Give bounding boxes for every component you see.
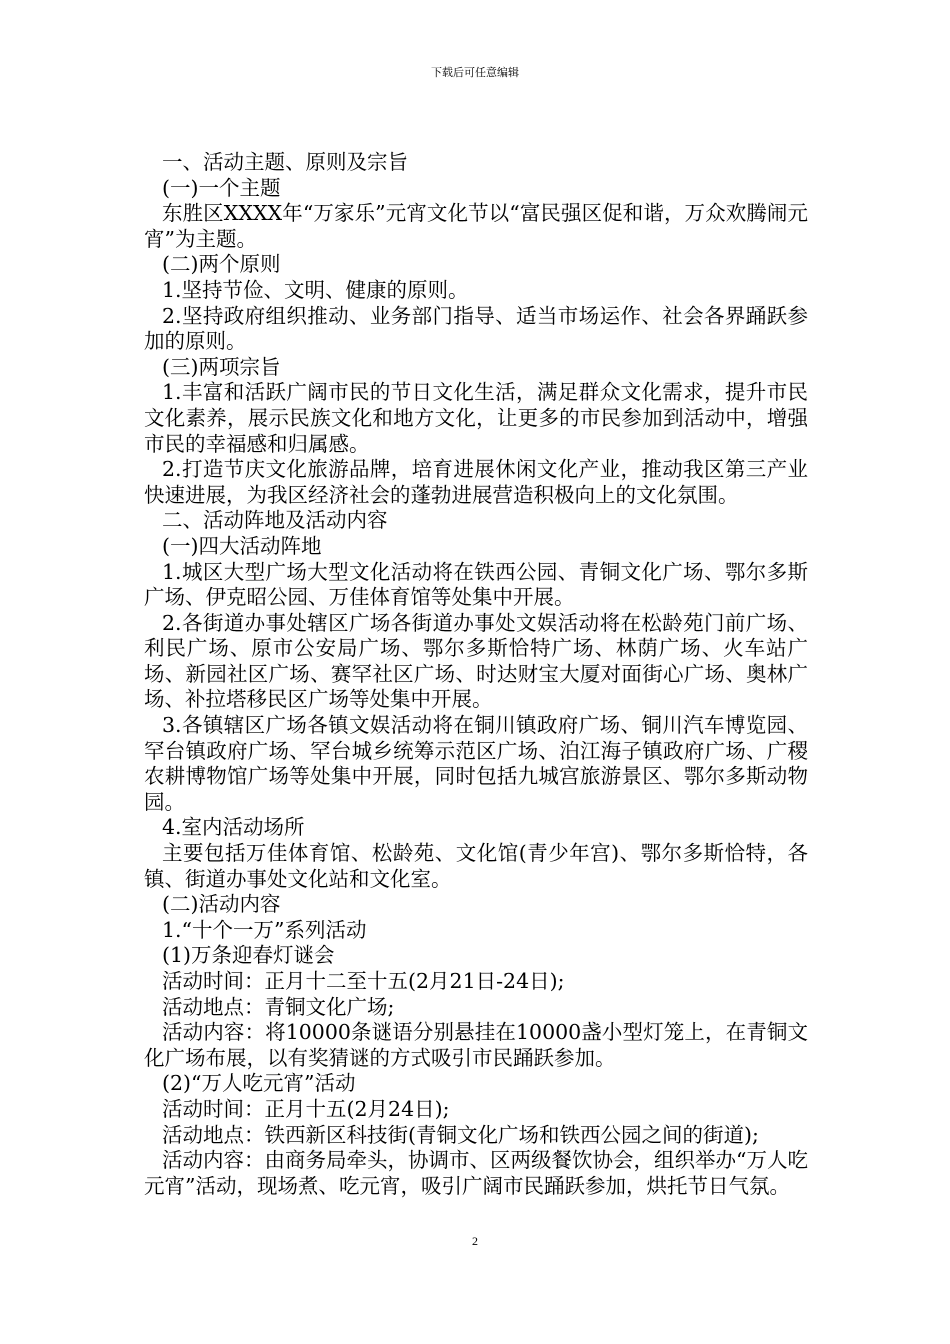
paragraph: 活动地点：铁西新区科技街(青铜文化广场和铁西公园之间的街道); (162, 1122, 759, 1147)
section-heading: 一、活动主题、原则及宗旨 (162, 150, 408, 174)
subsection-heading: (二)两个原则 (162, 252, 281, 277)
subsection-heading: (二)活动内容 (162, 892, 281, 917)
paragraph: 1.“十个一万”系列活动 (162, 917, 367, 942)
paragraph: 活动地点：青铜文化广场; (162, 994, 395, 1019)
paragraph: 东胜区XXXX年“万家乐”元宵文化节以“富民强区促和谐，万众欢腾闹元宵”为主题。 (144, 201, 808, 251)
paragraph: 2.各街道办事处辖区广场各街道办事处文娱活动将在松龄苑门前广场、利民广场、原市公安局广场、鄂尔多斯恰特广场、林荫广场、火车站广场、新园社区广场、赛罕社区广场、时达财宝大厦对面街心广场、奥林广场、补拉塔移民区广场等处集中开展。 (144, 610, 808, 712)
paragraph: 3.各镇辖区广场各镇文娱活动将在铜川镇政府广场、铜川汽车博览园、罕台镇政府广场、罕台城乡统筹示范区广场、泊江海子镇政府广场、广稷农耕博物馆广场等处集中开展，同时包括九城宫旅游景区、鄂尔多斯动物园。 (144, 713, 808, 814)
paragraph: (1)万条迎春灯谜会 (162, 943, 335, 968)
paragraph: (2)“万人吃元宵”活动 (162, 1071, 356, 1096)
page-header: 下载后可任意编辑 (431, 66, 519, 79)
paragraph: 活动内容：将10000条谜语分别悬挂在10000盏小型灯笼上，在青铜文化广场布展，以有奖猜谜的方式吸引市民踊跃参加。 (144, 1020, 808, 1070)
paragraph: 活动时间：正月十五(2月24日); (162, 1096, 450, 1121)
subsection-heading: (一)四大活动阵地 (162, 533, 322, 558)
paragraph: 2.打造节庆文化旅游品牌，培育进展休闲文化产业，推动我区第三产业快速进展，为我区经济社会的蓬勃进展营造积极向上的文化氛围。 (144, 457, 808, 507)
subsection-heading: (一)一个主题 (162, 175, 281, 200)
paragraph: 活动内容：由商务局牵头，协调市、区两级餐饮协会，组织举办“万人吃元宵”活动，现场煮、吃元宵，吸引广阔市民踊跃参加，烘托节日气氛。 (144, 1148, 808, 1198)
document-body (144, 150, 808, 1199)
section-heading: 二、活动阵地及活动内容 (162, 508, 388, 533)
paragraph: 1.城区大型广场大型文化活动将在铁西公园、青铜文化广场、鄂尔多斯广场、伊克昭公园、万佳体育馆等处集中开展。 (144, 559, 808, 610)
page-number: 2 (472, 1234, 478, 1248)
paragraph: 活动时间：正月十二至十五(2月21日-24日); (162, 969, 565, 993)
paragraph: 4.室内活动场所 (162, 815, 305, 840)
paragraph: 2.坚持政府组织推动、业务部门指导、适当市场运作、社会各界踊跃参加的原则。 (144, 303, 808, 354)
subsection-heading: (三)两项宗旨 (162, 354, 281, 379)
paragraph: 1.丰富和活跃广阔市民的节日文化生活，满足群众文化需求，提升市民文化素养，展示民族文化和地方文化，让更多的市民参加到活动中，增强市民的幸福感和归属感。 (144, 380, 808, 456)
paragraph: 主要包括万佳体育馆、松龄苑、文化馆(青少年宫)、鄂尔多斯恰特，各镇、街道办事处文化站和文化室。 (144, 841, 808, 891)
paragraph: 1.坚持节俭、文明、健康的原则。 (162, 277, 469, 302)
